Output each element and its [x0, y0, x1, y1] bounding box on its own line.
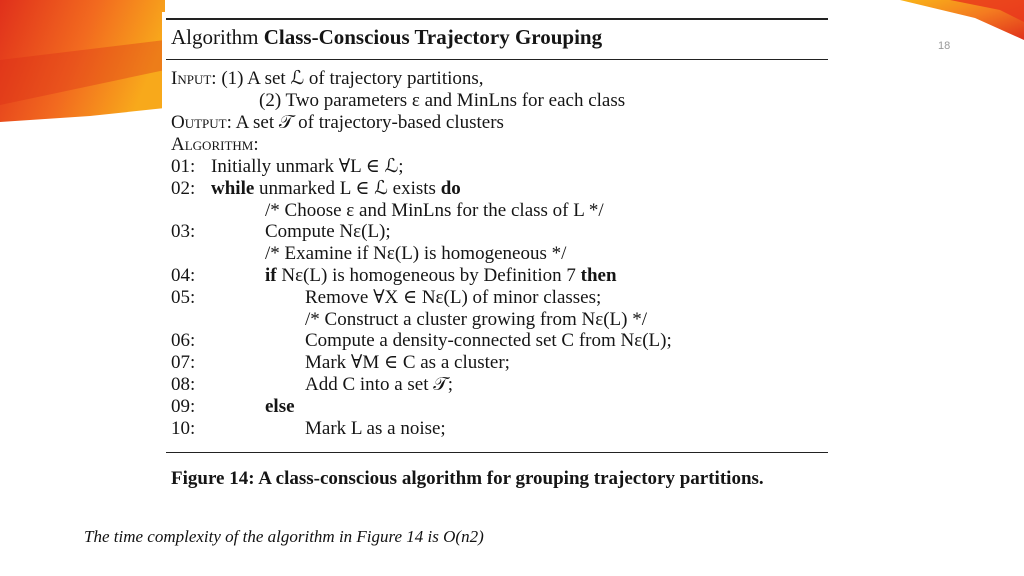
step-number: 06:	[171, 330, 196, 352]
figure-caption: Figure 14: A class-conscious algorithm for grouping trajectory partitions.	[171, 468, 764, 489]
caption-rule	[166, 452, 828, 453]
algorithm-figure	[162, 12, 828, 522]
step-keyword: else	[265, 395, 295, 417]
step-text	[305, 309, 647, 331]
step-number: 08:	[171, 374, 196, 395]
algorithm-label: Algorithm:	[171, 134, 259, 155]
step-number: 05:	[171, 286, 196, 308]
step-body: Add C into a set 𝒯;	[305, 374, 454, 395]
output-text: A set 𝒯 of trajectory-based clusters	[235, 112, 504, 133]
algorithm-label-line	[171, 134, 259, 156]
algorithm-step	[171, 395, 295, 418]
title-rule	[166, 59, 828, 60]
step-body: Mark ∀M ∈ C as a cluster;	[305, 352, 510, 374]
step-text	[211, 156, 404, 178]
algorithm-step	[171, 286, 602, 309]
step-text	[305, 352, 510, 374]
slide-number: 18	[938, 40, 951, 52]
step-number: 10:	[171, 417, 196, 439]
step-text	[305, 330, 672, 352]
step-body: Compute a density-connected set C from Nε(L);	[305, 330, 672, 352]
input-line-1	[171, 68, 484, 90]
step-body: Initially unmark ∀L ∈ ℒ;	[211, 156, 404, 177]
step-number: 07:	[171, 352, 196, 374]
input-2: (2) Two parameters ε and MinLns for each class	[259, 90, 626, 111]
step-keyword: if	[265, 265, 277, 286]
step-text	[265, 265, 617, 287]
complexity-note: The time complexity of the algorithm in Figure 14 is O(n2)	[84, 527, 484, 546]
algorithm-step	[171, 221, 391, 243]
algorithm-step	[171, 374, 454, 396]
step-number: 09:	[171, 395, 196, 417]
step-body: /* Construct a cluster growing from Nε(L) */	[305, 308, 647, 330]
output-line	[171, 112, 504, 134]
input-label: Input:	[171, 68, 217, 89]
algorithm-step	[171, 308, 647, 331]
algorithm-step	[171, 177, 461, 200]
title-name: Class-Conscious Trajectory Grouping	[263, 25, 603, 49]
title-prefix: Algorithm	[171, 25, 259, 49]
output-label: Output:	[171, 112, 232, 133]
input-1: (1) A set ℒ of trajectory partitions,	[221, 68, 484, 89]
step-keyword-end: then	[580, 265, 617, 286]
step-number: 03:	[171, 221, 196, 243]
algorithm-step	[171, 330, 672, 352]
input-line-2	[259, 90, 625, 112]
top-rule	[166, 18, 828, 20]
algorithm-step	[171, 352, 510, 374]
step-body: Remove ∀X ∈ Nε(L) of minor classes;	[305, 286, 602, 308]
step-body: /* Choose ε and MinLns for the class of L */	[265, 199, 604, 221]
step-text	[305, 374, 453, 396]
step-number: 04:	[171, 265, 196, 286]
step-text	[305, 287, 601, 309]
step-body: /* Examine if Nε(L) is homogeneous */	[265, 243, 567, 265]
step-number: 02:	[171, 177, 196, 199]
step-body: Compute Nε(L);	[265, 221, 391, 243]
step-text	[265, 200, 604, 222]
algorithm-step	[171, 243, 567, 265]
step-text	[211, 178, 461, 200]
algorithm-step	[171, 417, 446, 440]
step-body: Mark L as a noise;	[305, 417, 446, 439]
algorithm-title	[171, 25, 602, 50]
algorithm-step	[171, 265, 617, 287]
step-keyword-end: do	[440, 177, 461, 199]
step-text	[305, 418, 446, 440]
step-body: unmarked L ∈ ℒ exists	[254, 177, 441, 199]
step-text	[265, 396, 295, 418]
algorithm-step	[171, 199, 604, 222]
step-keyword: while	[211, 177, 255, 199]
step-text	[265, 221, 391, 243]
algorithm-step	[171, 156, 404, 178]
step-text	[265, 243, 566, 265]
step-body: Nε(L) is homogeneous by Definition 7	[276, 265, 581, 286]
step-number: 01:	[171, 156, 196, 177]
